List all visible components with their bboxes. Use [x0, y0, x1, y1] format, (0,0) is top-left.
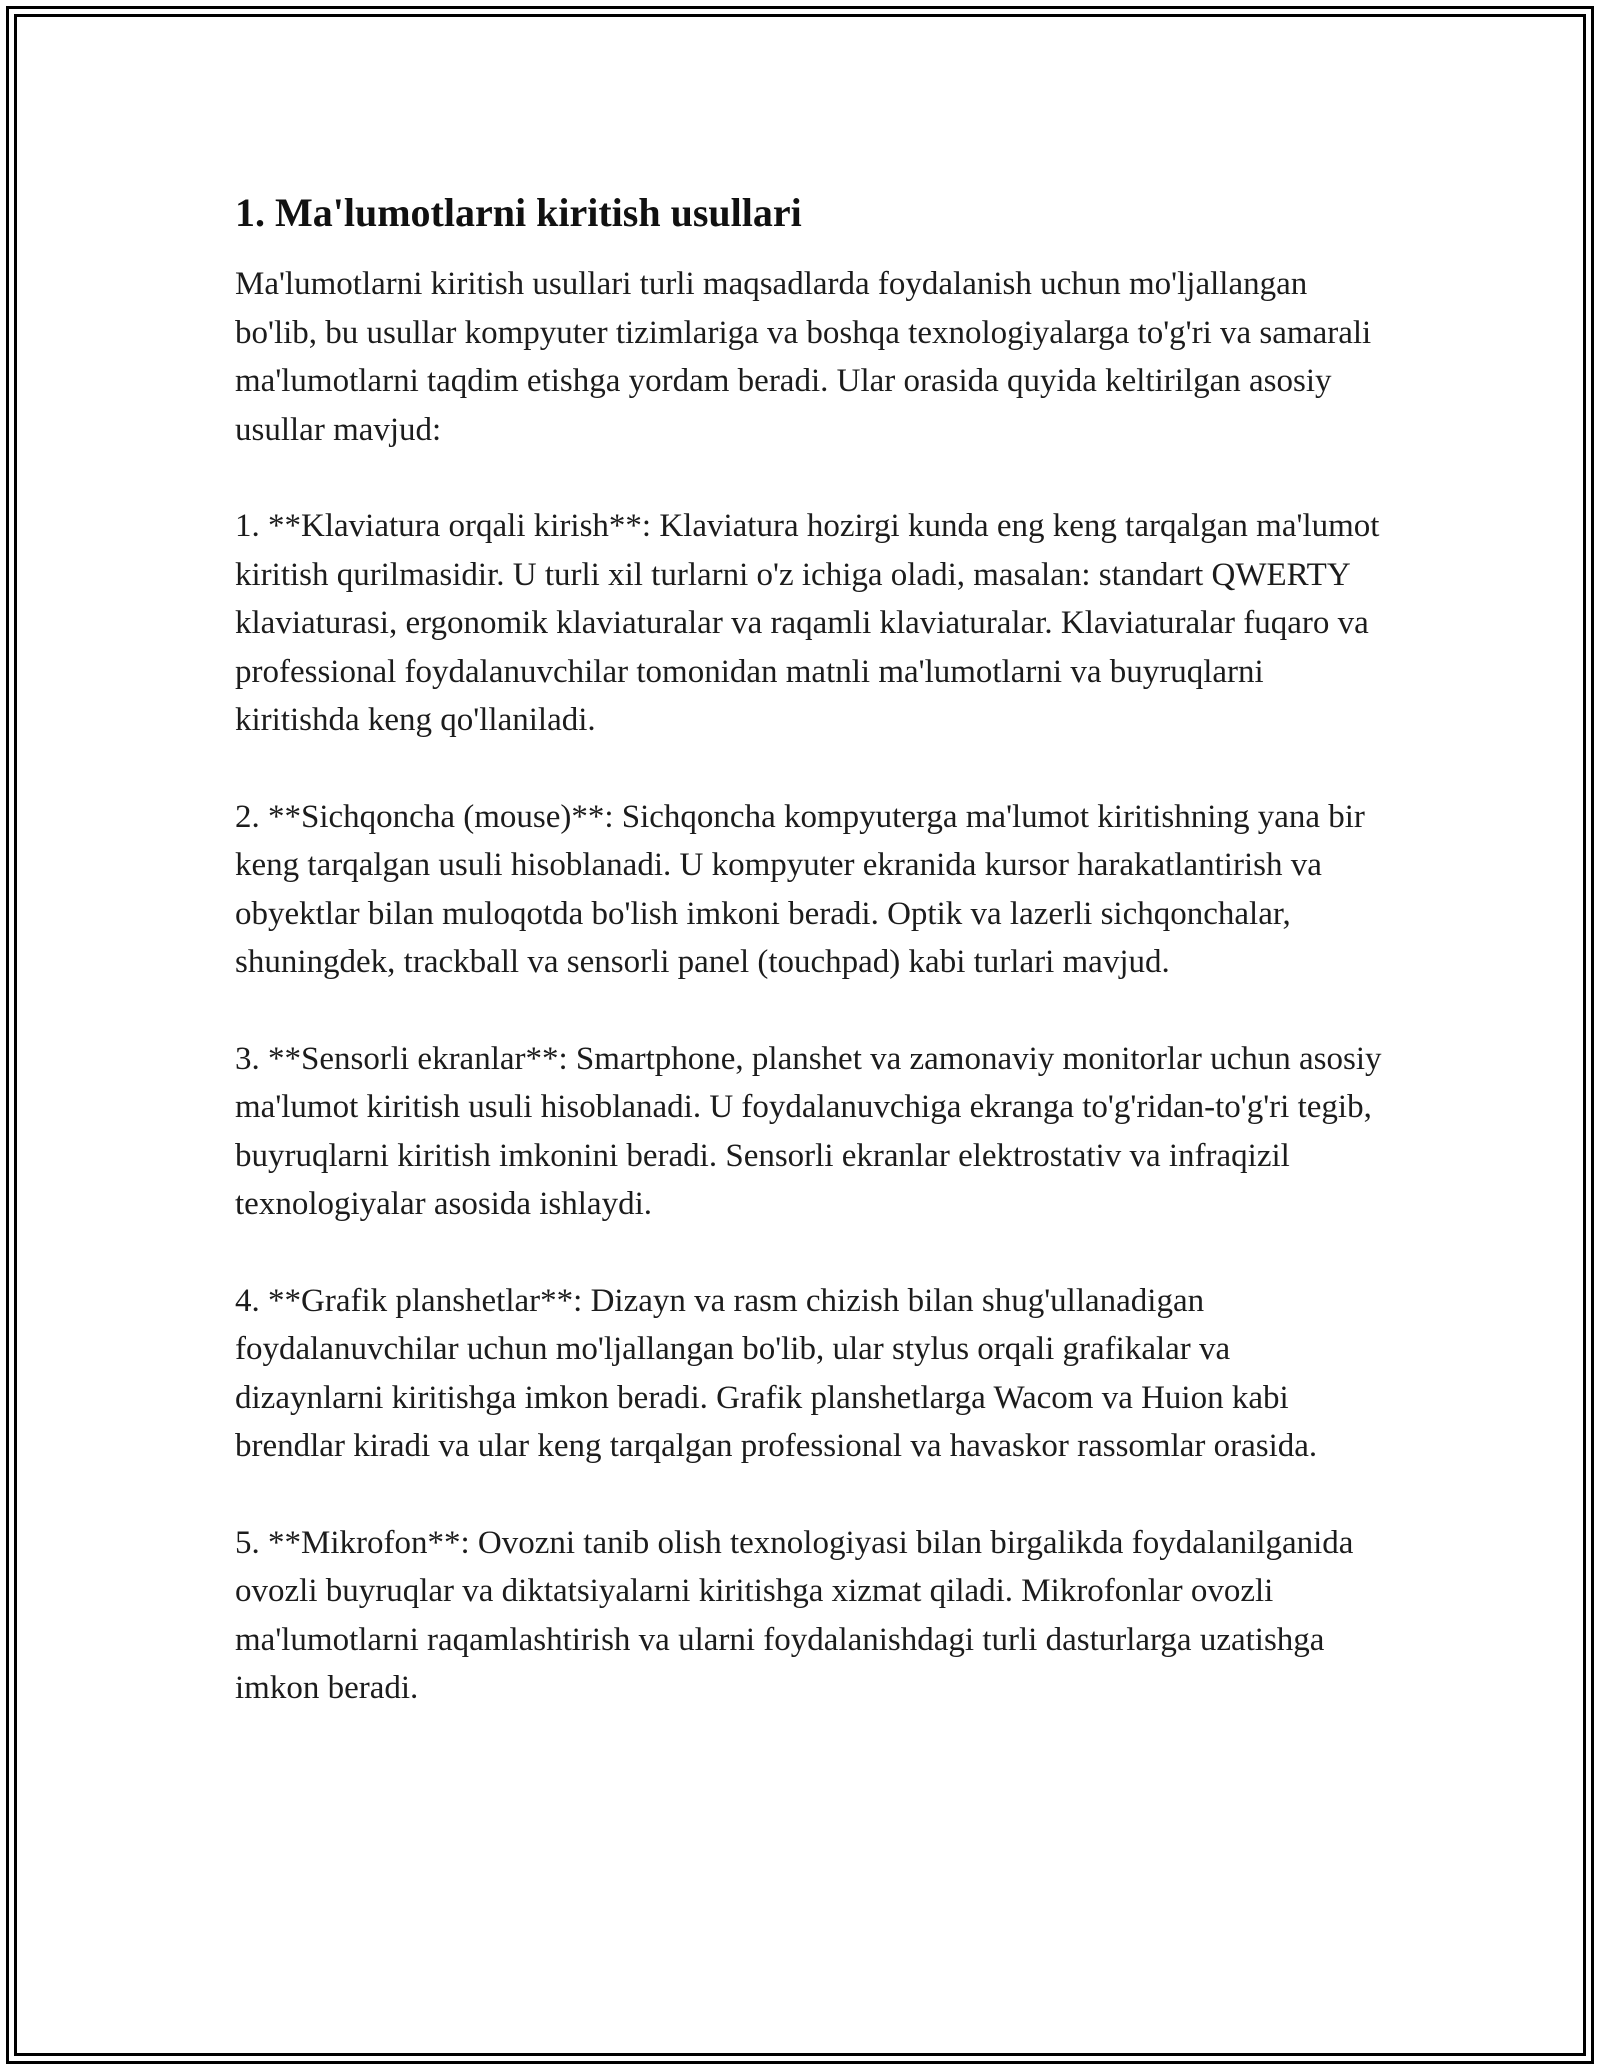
document-body	[235, 188, 1385, 1761]
list-item-keyboard: 1. **Klaviatura orqali kirish**: Klaviatura hozirgi kunda eng keng tarqalgan ma'lumot kiritish qurilmasidir. U turli xil turlarni o'z ichiga oladi, masalan: standart QWERTY klaviaturasi, ergonomik klaviaturalar va raqamli klaviaturalar. Klaviaturalar fuqaro va professional foydalanuvchilar tomonidan matnli ma'lumotlarni va buyruqlarni kiritishda keng qo'llaniladi.	[235, 508, 1380, 738]
page-title: 1. Ma'lumotlarni kiritish usullari	[235, 190, 802, 235]
list-item-mouse: 2. **Sichqoncha (mouse)**: Sichqoncha kompyuterga ma'lumot kiritishning yana bir keng tarqalgan usuli hisoblanadi. U kompyuter ekranida kursor harakatlantirish va obyektlar bilan muloqotda bo'lish imkoni beradi. Optik va lazerli sichqonchalar, shuningdek, trackball va sensorli panel (touchpad) kabi turlari mavjud.	[235, 798, 1365, 980]
list-item-microphone: 5. **Mikrofon**: Ovozni tanib olish texnologiyasi bilan birgalikda foydalanilganida ovozli buyruqlar va diktatsiyalarni kiritishga xizmat qiladi. Mikrofonlar ovozli ma'lumotlarni raqamlashtirish va ularni foydalanishdagi turli dasturlarga uzatishga imkon beradi.	[235, 1524, 1354, 1706]
list-item-graphic-tablet: 4. **Grafik planshetlar**: Dizayn va rasm chizish bilan shug'ullanadigan foydalanuvchilar uchun mo'ljallangan bo'lib, ular stylus orqali grafikalar va dizaynlarni kiritishga imkon beradi. Grafik planshetlarga Wacom va Huion kabi brendlar kiradi va ular keng tarqalgan professional va havaskor rassomlar orasida.	[235, 1282, 1318, 1464]
list-item-touchscreen: 3. **Sensorli ekranlar**: Smartphone, planshet va zamonaviy monitorlar uchun asosiy ma'lumot kiritish usuli hisoblanadi. U foydalanuvchiga ekranga to'g'ridan-to'g'ri tegib, buyruqlarni kiritish imkonini beradi. Sensorli ekranlar elektrostativ va infraqizil texnologiyalar asosida ishlaydi.	[235, 1040, 1382, 1222]
intro-paragraph: Ma'lumotlarni kiritish usullari turli maqsadlarda foydalanish uchun mo'ljallangan bo'lib, bu usullar kompyuter tizimlariga va boshqa texnologiyalarga to'g'ri va samarali ma'lumotlarni taqdim etishga yordam beradi. Ular orasida quyida keltirilgan asosiy usullar mavjud:	[235, 266, 1372, 448]
